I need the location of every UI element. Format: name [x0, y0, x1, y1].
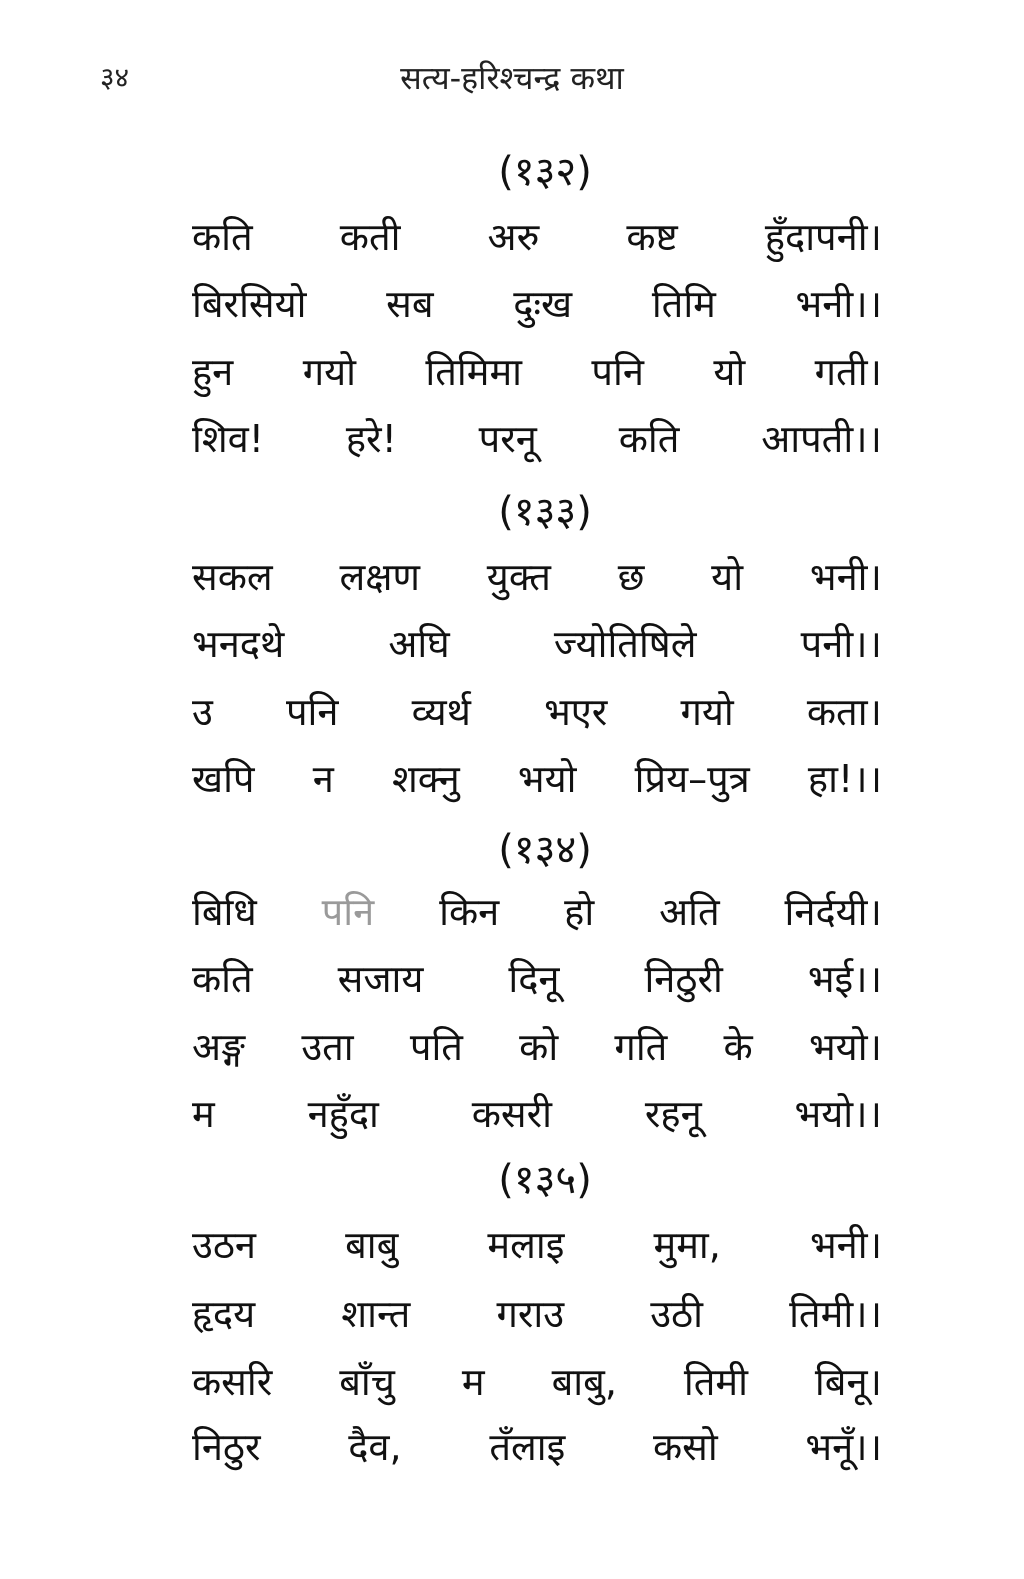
verse-line — [192, 1020, 882, 1076]
verse-word: आपती।। — [761, 417, 882, 461]
verse-number: (१३३) — [498, 489, 592, 535]
verse-word: भनदथे — [192, 622, 285, 666]
verse-word: छ — [617, 555, 645, 599]
verse-word: सकल — [192, 555, 273, 599]
verse-line — [192, 885, 882, 941]
verse-word: दुःख — [513, 282, 573, 326]
verse-word: भई।। — [807, 957, 882, 1001]
verse-word: कति — [618, 417, 680, 461]
verse-word: उठी — [650, 1292, 703, 1336]
verse-word: तिमि — [651, 282, 716, 326]
verse-line — [192, 277, 882, 333]
verse-line — [192, 952, 882, 1008]
verse-word: व्यर्थ — [411, 690, 471, 734]
verse-word: गति — [614, 1025, 668, 1069]
page-number: ३४ — [100, 61, 130, 94]
verse-word: कसरि — [192, 1360, 273, 1404]
verse-line — [192, 1087, 882, 1143]
verse-word: शक्नु — [391, 757, 460, 801]
verse-word: अति — [659, 890, 720, 934]
verse-word: हरे! — [345, 417, 397, 461]
verse-line — [192, 1420, 882, 1476]
verse-word: सब — [386, 282, 434, 326]
verse-word: मुमा, — [653, 1223, 721, 1267]
verse-word: परनू — [478, 417, 537, 461]
verse-word: रहनू — [644, 1092, 702, 1136]
verse-word: उ — [192, 690, 213, 734]
verse-word: शिव! — [192, 417, 265, 461]
verse-word: तिमी — [683, 1360, 748, 1404]
verse-word: म — [461, 1360, 485, 1404]
verse-line — [192, 345, 882, 401]
verse-word: भयो — [517, 757, 577, 801]
verse-word: कति — [192, 957, 253, 1001]
verse-word: निठुर — [192, 1425, 261, 1469]
verse-word: भयो।। — [794, 1092, 882, 1136]
verse-word: गती। — [814, 350, 882, 394]
verse-line — [192, 1355, 882, 1411]
verse-word: गयो — [302, 350, 356, 394]
verse-number: (१३४) — [498, 827, 592, 873]
verse-word: मलाइ — [487, 1223, 565, 1267]
verse-word: कति — [192, 215, 253, 259]
verse-word: उठन — [192, 1223, 256, 1267]
verse-word: पनि — [591, 350, 644, 394]
verse-word: हुँदापनी। — [764, 215, 882, 259]
verse-word: बिरसियो — [192, 282, 307, 326]
verse-word: निर्दयी। — [784, 890, 882, 934]
verse-word: भएर — [544, 690, 608, 734]
verse-word: कती — [339, 215, 401, 259]
verse-word: अघि — [388, 622, 450, 666]
verse-word: ज्योतिषिले — [553, 622, 697, 666]
verse-word: अरु — [487, 215, 540, 259]
verse-word: किन — [439, 890, 500, 934]
verse-line — [192, 550, 882, 606]
verse-word: गराउ — [496, 1292, 565, 1336]
verse-word: बाबु — [345, 1223, 399, 1267]
verse-word: हुन — [192, 350, 234, 394]
verse-word: बिनू। — [814, 1360, 882, 1404]
verse-word: हा!।। — [807, 757, 882, 801]
verse-word: सजाय — [337, 957, 424, 1001]
verse-word: तिमी।। — [789, 1292, 882, 1336]
verse-word: भनी। — [809, 1223, 882, 1267]
verse-line — [192, 752, 882, 808]
verse-word: निठुरी — [644, 957, 723, 1001]
running-title: सत्य-हरिश्चन्द्र कथा — [400, 59, 624, 97]
verse-word: पनी।। — [800, 622, 882, 666]
verse-word: युक्त — [486, 555, 551, 599]
verse-word: यो — [713, 350, 746, 394]
verse-word: यो — [711, 555, 744, 599]
verse-line — [192, 210, 882, 266]
verse-word: बाबु, — [551, 1360, 617, 1404]
verse-word: प्रिय–पुत्र — [634, 757, 750, 801]
verse-word: शान्त — [341, 1292, 411, 1336]
verse-word: नहुँदा — [307, 1092, 379, 1136]
verse-word: भनूँ।। — [805, 1425, 882, 1469]
verse-word: बिधि — [192, 890, 257, 934]
verse-word: पनि — [285, 690, 339, 734]
verse-word: लक्षण — [339, 555, 420, 599]
verse-word: हृदय — [192, 1292, 256, 1336]
verse-word: गयो — [680, 690, 734, 734]
verse-word: को — [519, 1025, 559, 1069]
verse-word: कसो — [652, 1425, 718, 1469]
verse-word: कष्ट — [626, 215, 678, 259]
verse-word: भनी। — [809, 555, 882, 599]
verse-word: दैव, — [348, 1425, 402, 1469]
verse-word: तँलाइ — [489, 1425, 566, 1469]
verse-line — [192, 685, 882, 741]
verse-line — [192, 1287, 882, 1343]
verse-word: के — [723, 1025, 753, 1069]
verse-word: भयो। — [808, 1025, 882, 1069]
verse-line — [192, 1218, 882, 1274]
verse-word: पनि — [321, 890, 375, 934]
verse-word: अङ्ग — [192, 1025, 246, 1069]
verse-line — [192, 412, 882, 468]
verse-word: उता — [301, 1025, 354, 1069]
verse-word: भनी।। — [795, 282, 882, 326]
verse-word: न — [312, 757, 334, 801]
verse-word: दिनू — [508, 957, 560, 1001]
verse-word: हो — [564, 890, 595, 934]
verse-word: कसरी — [471, 1092, 553, 1136]
verse-word: कता। — [806, 690, 882, 734]
verse-word: तिमिमा — [425, 350, 523, 394]
verse-line — [192, 617, 882, 673]
verse-number: (१३२) — [498, 149, 592, 195]
verse-word: पति — [409, 1025, 463, 1069]
verse-word: खपि — [192, 757, 255, 801]
verse-number: (१३५) — [498, 1157, 592, 1203]
verse-word: बाँचु — [339, 1360, 395, 1404]
verse-word: म — [192, 1092, 215, 1136]
